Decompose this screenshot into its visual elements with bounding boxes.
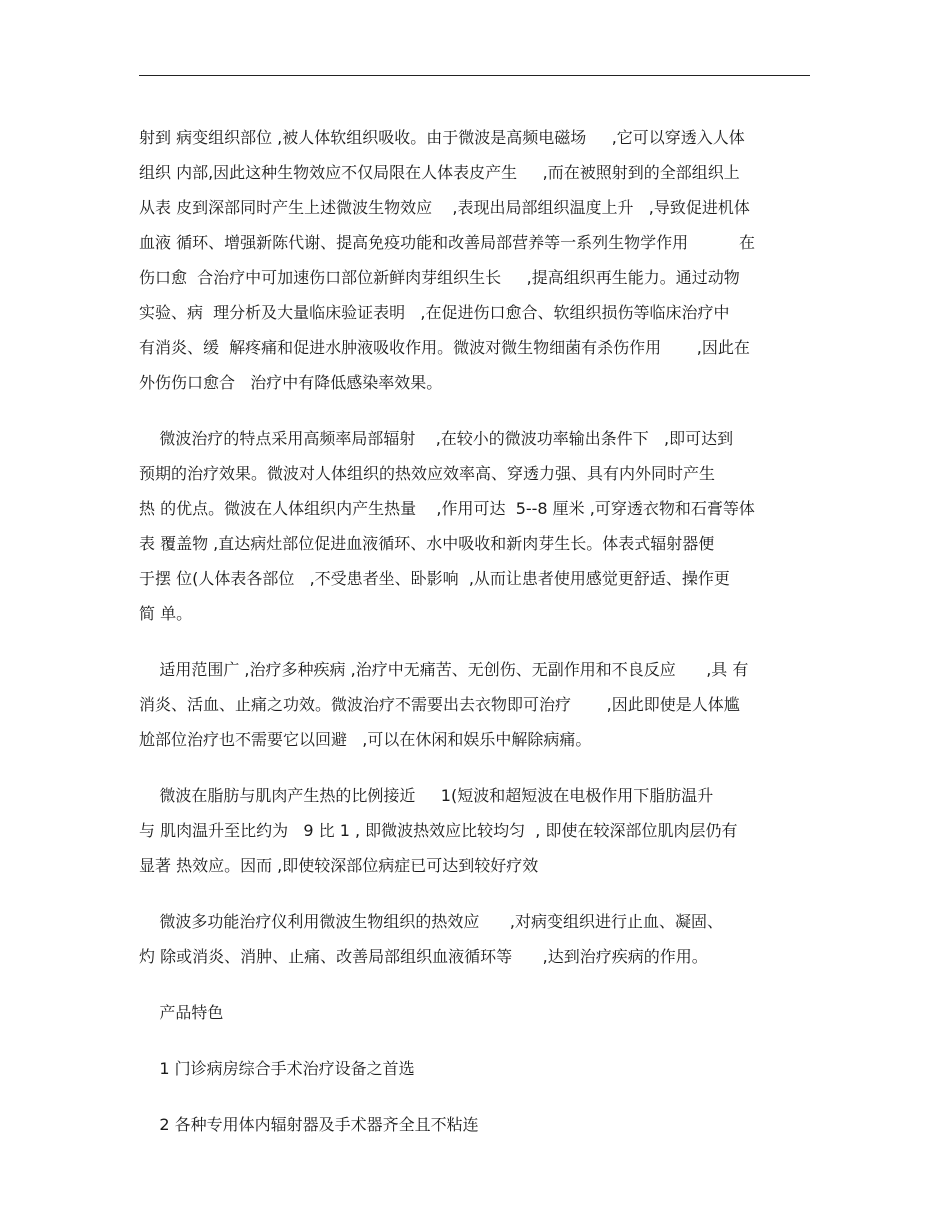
heading-text: 产品特色 <box>139 1003 224 1022</box>
text-line: 从表 皮到深部同时产生上述微波生物效应 ,表现出局部组织温度上升 ,导致促进机体 <box>139 198 750 217</box>
text-line: 与 肌肉温升至比约为 9 比 1 , 即微波热效应比较均匀 , 即使在较深部位肌肉层仍有 <box>139 821 738 840</box>
text-line: 表 覆盖物 ,直达病灶部位促进血液循环、水中吸收和新肉芽生长。体表式辐射器便 <box>139 534 715 553</box>
text-line: 微波在脂肪与肌肉产生热的比例接近 1(短波和超短波在电极作用下脂肪温升 <box>139 786 714 805</box>
text-line: 微波多功能治疗仪利用微波生物组织的热效应 ,对病变组织进行止血、凝固、 <box>139 912 723 931</box>
text-line: 有消炎、缓 解疼痛和促进水肿液吸收作用。微波对微生物细菌有杀伤作用 ,因此在 <box>139 338 750 357</box>
text-line: 组织 内部,因此这种生物效应不仅局限在人体表皮产生 ,而在被照射到的全部组织上 <box>139 163 740 182</box>
text-line: 显著 热效应。因而 ,即使较深部位病症已可达到较好疗效 <box>139 856 539 875</box>
text-line: 适用范围广 ,治疗多种疾病 ,治疗中无痛苦、无创伤、无副作用和不良反应 ,具 有 <box>139 660 749 679</box>
text-line: 伤口愈 合治疗中可加速伤口部位新鲜肉芽组织生长 ,提高组织再生能力。通过动物 <box>139 268 740 287</box>
text-line: 微波治疗的特点采用高频率局部辐射 ,在较小的微波功率输出条件下 ,即可达到 <box>139 429 734 448</box>
header-rule <box>139 75 810 76</box>
text-line: 外伤伤口愈合 治疗中有降低感染率效果。 <box>139 373 443 392</box>
text-line: 热 的优点。微波在人体组织内产生热量 ,作用可达 5--8 厘米 ,可穿透衣物和石膏等体 <box>139 499 755 518</box>
text-line: 实验、病 理分析及大量临床验证表明 ,在促进伤口愈合、软组织损伤等临床治疗中 <box>139 303 730 322</box>
feature-item-1 <box>0 1051 950 1086</box>
text-line: 预期的治疗效果。微波对人体组织的热效应效率高、穿透力强、具有内外同时产生 <box>139 464 716 483</box>
paragraph-4 <box>0 778 950 883</box>
paragraph-3 <box>0 652 950 757</box>
text-line: 于摆 位(人体表各部位 ,不受患者坐、卧影响 ,从而让患者使用感觉更舒适、操作更 <box>139 569 730 588</box>
text-line: 血液 循环、增强新陈代谢、提高免疫功能和改善局部营养等一系列生物学作用 在 <box>139 233 755 252</box>
text-line: 消炎、活血、止痛之功效。微波治疗不需要出去衣物即可治疗 ,因此即使是人体尴 <box>139 695 740 714</box>
paragraph-2 <box>0 421 950 631</box>
text-line: 简 单。 <box>139 604 193 623</box>
text-line: 灼 除或消炎、消肿、止痛、改善局部组织血液循环等 ,达到治疗疾病的作用。 <box>139 947 708 966</box>
feature-item-2 <box>0 1107 950 1142</box>
feature-text: 1 门诊病房综合手术治疗设备之首选 <box>139 1059 415 1078</box>
section-heading <box>0 995 950 1030</box>
feature-text: 2 各种专用体内辐射器及手术器齐全且不粘连 <box>139 1115 479 1134</box>
paragraph-5 <box>0 904 950 974</box>
text-line: 射到 病变组织部位 ,被人体软组织吸收。由于微波是高频电磁场 ,它可以穿透入人体 <box>139 128 745 147</box>
document-body <box>0 120 950 1142</box>
text-line: 尬部位治疗也不需要它以回避 ,可以在休闲和娱乐中解除病痛。 <box>139 730 592 749</box>
paragraph-1 <box>0 120 950 400</box>
